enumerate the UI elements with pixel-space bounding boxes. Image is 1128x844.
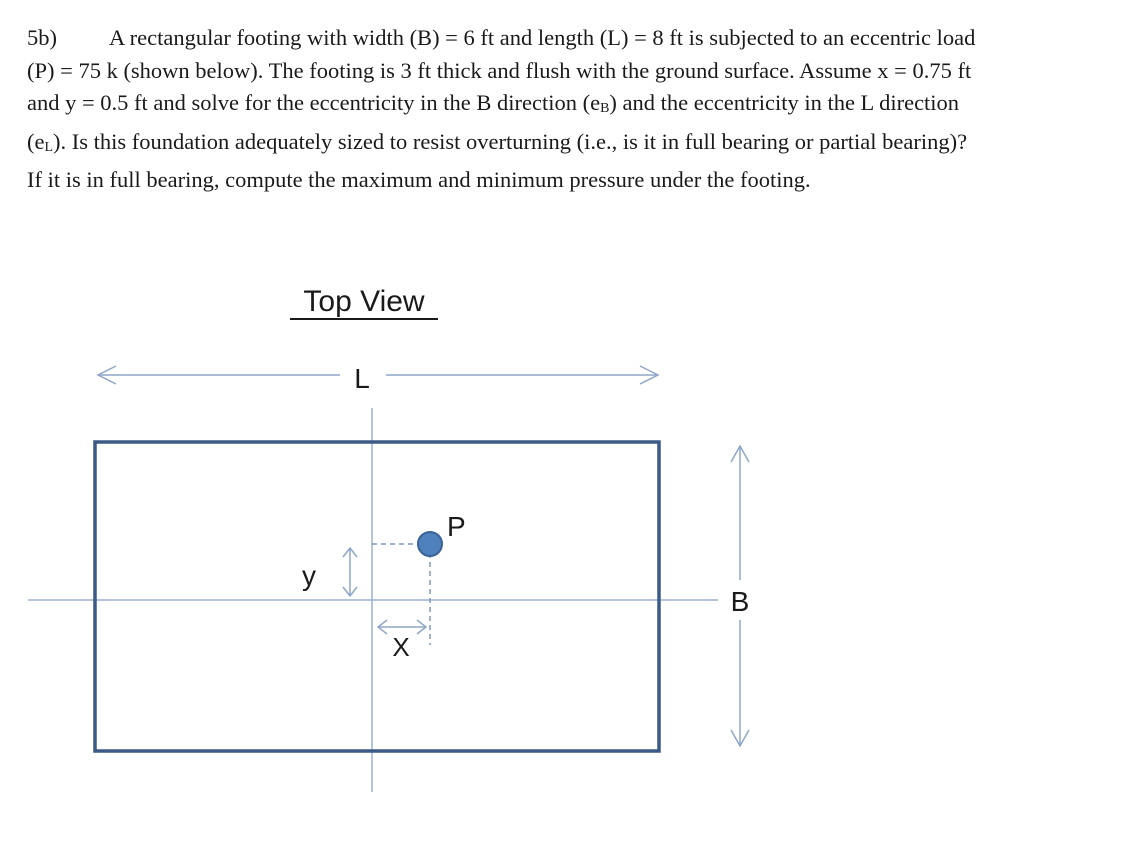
problem-line-4: $(e_L)$. Is this foundation adequately sized to resist overturning (i.e., is it in full bearing or partial bearing)?: [27, 128, 968, 155]
footing-outline: [95, 442, 659, 751]
load-label: P: [447, 511, 466, 542]
width-label: B: [730, 586, 750, 617]
load-point-p: [418, 532, 442, 556]
problem-line-5: If it is in full bearing, compute the maximum and minimum pressure under the footing.: [27, 167, 811, 193]
problem-line-1: 5b) A rectangular footing with width (B) = 6 ft and length (L) = 8 ft is subjected to an eccentric load: [27, 22, 1107, 55]
y-label: y: [302, 560, 316, 591]
diagram-title: Top View: [303, 285, 425, 318]
x-label: X: [392, 632, 410, 662]
problem-number: 5b): [27, 25, 57, 50]
problem-line-2: (P) = 75 k (shown below). The footing is 3 ft thick and flush with the ground surface. Assume x = 0.75 ft: [27, 57, 972, 83]
length-label: L: [354, 363, 370, 394]
problem-line-3: and y = 0.5 ft and solve for the eccentricity in the B direction $(e_B)$ and the eccentricity in the L direction: [27, 90, 960, 117]
